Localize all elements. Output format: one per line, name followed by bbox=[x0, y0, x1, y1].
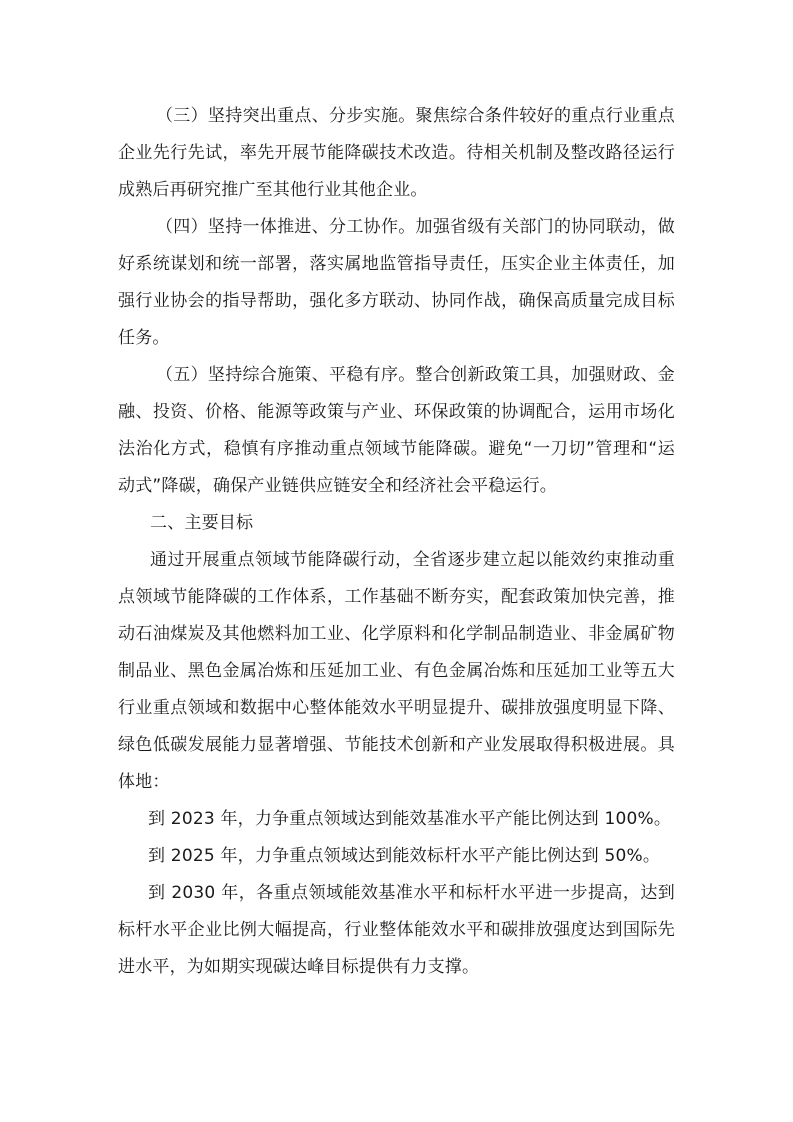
paragraph-goal-intro: 通过开展重点领域节能降碳行动，全省逐步建立起以能效约束推动重点领域节能降碳的工作体系，工作基础不断夯实，配套政策加快完善，推动石油煤炭及其他燃料加工业、化学原料和化学制品制造业、非金属矿物制品业、黑色金属冶炼和压延加工业、有色金属冶炼和压延加工业等五大行业重点领域和数据中心整体能效水平明显提升、碳排放强度明显下降、绿色低碳发展能力显著增强、节能技术创新和产业发展取得积极进展。具体地： bbox=[118, 550, 675, 792]
paragraph-target-2023: 到 2023 年，力争重点领域达到能效基准水平产能比例达到 100%。 bbox=[148, 809, 672, 829]
paragraph-target-2025: 到 2025 年，力争重点领域达到能效标杆水平产能比例达到 50%。 bbox=[148, 846, 661, 866]
paragraph-principle-3: （三）坚持突出重点、分步实施。聚焦综合条件较好的重点行业重点企业先行先试，率先开展节能降碳技术改造。待相关机制及整改路径运行成熟后再研究推广至其他行业其他企业。 bbox=[118, 106, 675, 200]
paragraph-principle-4: （四）坚持一体推进、分工协作。加强省级有关部门的协同联动，做好系统谋划和统一部署，落实属地监管指导责任，压实企业主体责任，加强行业协会的指导帮助，强化多方联动、协同作战，确保高质量完成目标任务。 bbox=[118, 217, 675, 348]
paragraph-principle-5: （五）坚持综合施策、平稳有序。整合创新政策工具，加强财政、金融、投资、价格、能源等政策与产业、环保政策的协调配合，运用市场化法治化方式，稳慎有序推动重点领域节能降碳。避免“一刀切”管理和“运动式”降碳，确保产业链供应链安全和经济社会平稳运行。 bbox=[118, 365, 675, 496]
paragraph-target-2030: 到 2030 年，各重点领域能效基准水平和标杆水平进一步提高，达到标杆水平企业比例大幅提高，行业整体能效水平和碳排放强度达到国际先进水平，为如期实现碳达峰目标提供有力支撑。 bbox=[118, 883, 675, 977]
section-heading-main-goals: 二、主要目标 bbox=[150, 513, 254, 533]
